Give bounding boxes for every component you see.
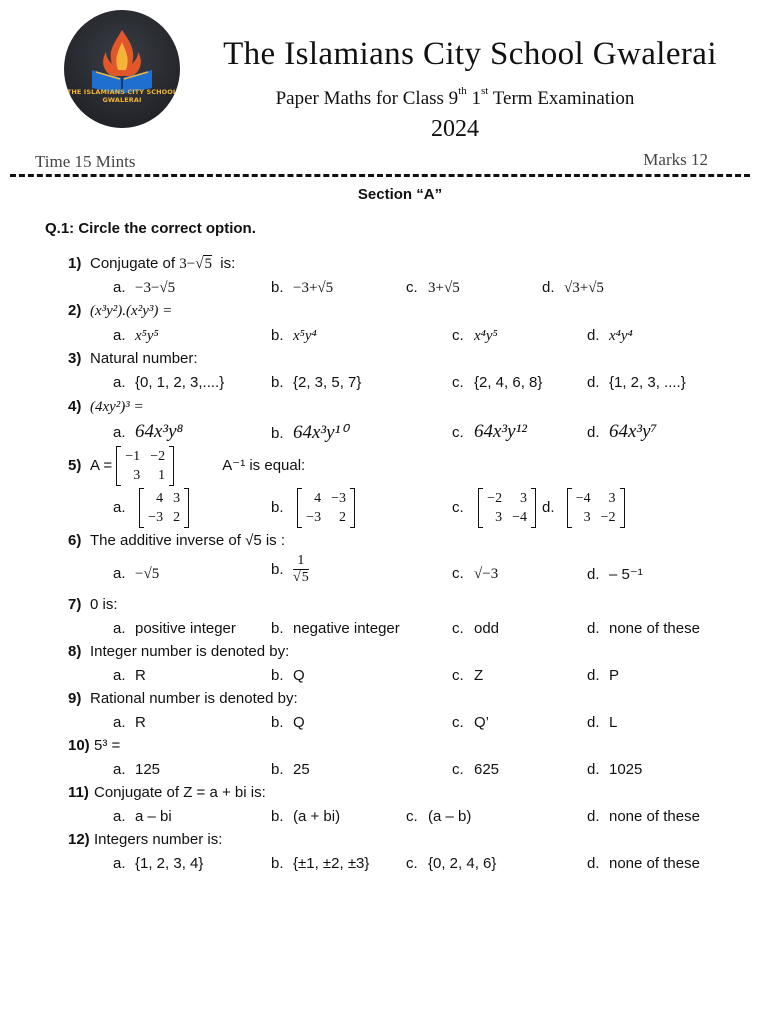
option-d[interactable] <box>587 855 700 872</box>
option-letter: c. <box>452 327 464 344</box>
matrix-cell: 3 <box>495 510 503 525</box>
option-d[interactable] <box>587 714 617 731</box>
option-matrix <box>567 488 625 528</box>
option-letter: c. <box>406 808 418 825</box>
question-text: The additive inverse of √5 is : <box>90 532 285 549</box>
option-c[interactable] <box>452 374 542 391</box>
option-text: R <box>135 667 146 684</box>
subtitle-sup: st <box>481 85 489 97</box>
option-text: positive integer <box>135 620 236 637</box>
option-text: {0, 2, 4, 6} <box>428 855 497 872</box>
question-number: 3) <box>68 350 82 367</box>
option-d[interactable] <box>587 565 643 583</box>
option-text: x⁴y⁵ <box>474 328 498 344</box>
option-letter: c. <box>406 855 418 872</box>
option-b[interactable] <box>271 488 355 528</box>
option-d[interactable] <box>587 808 700 825</box>
option-text: x⁴y⁴ <box>609 328 633 344</box>
option-letter: a. <box>113 855 126 872</box>
option-matrix <box>478 488 536 528</box>
matrix-a <box>116 446 174 486</box>
option-d[interactable] <box>587 374 686 391</box>
question-12 <box>68 831 222 848</box>
option-letter: d. <box>587 855 600 872</box>
subtitle-sup: th <box>458 85 467 97</box>
question-text: Natural number: <box>90 350 198 367</box>
section-title: Section “A” <box>357 186 443 203</box>
matrix-cell: 2 <box>338 510 346 525</box>
option-letter: b. <box>271 498 284 516</box>
option-letter: d. <box>587 714 600 731</box>
matrix-cell: 1 <box>158 468 166 483</box>
option-b[interactable] <box>271 279 333 297</box>
matrix-cell: 3 <box>583 510 591 525</box>
option-c[interactable] <box>452 667 483 684</box>
question-7 <box>68 596 118 613</box>
question-number: 7) <box>68 596 82 613</box>
option-text: – 5⁻¹ <box>609 566 643 583</box>
matrix-cell: −4 <box>512 510 527 525</box>
logo-text <box>64 88 180 104</box>
question-2 <box>68 302 172 320</box>
option-text: {1, 2, 3, 4} <box>135 855 204 872</box>
matrix-cell: −3 <box>148 510 164 525</box>
option-letter: d. <box>587 424 600 441</box>
matrix-cell: −3 <box>331 491 346 506</box>
option-c[interactable] <box>452 761 499 778</box>
option-letter: a. <box>113 424 126 441</box>
subtitle-text: Paper Maths for Class 9 <box>275 88 459 109</box>
divider <box>10 174 750 177</box>
option-c[interactable] <box>452 488 536 528</box>
exam-year: 2024 <box>431 116 479 142</box>
option-letter: b. <box>271 327 284 344</box>
matrix-cell: −2 <box>487 491 503 506</box>
option-text: 1025 <box>609 761 643 778</box>
option-a[interactable] <box>113 761 160 778</box>
option-letter: d. <box>587 808 600 825</box>
question-text: Integers number is: <box>94 831 223 848</box>
option-letter: c. <box>452 667 464 684</box>
option-text: negative integer <box>293 620 400 637</box>
option-a[interactable] <box>113 565 159 583</box>
question-number: 8) <box>68 643 82 660</box>
option-matrix <box>297 488 355 528</box>
option-text: 625 <box>474 761 500 778</box>
option-text: {2, 4, 6, 8} <box>474 374 543 391</box>
option-text: x⁵y⁵ <box>135 328 159 344</box>
flame-book-icon <box>64 10 180 128</box>
option-b[interactable] <box>271 374 361 391</box>
total-marks: Marks 12 <box>643 150 708 169</box>
option-letter: b. <box>271 808 284 825</box>
question-1 <box>68 255 235 273</box>
school-logo <box>64 10 180 128</box>
option-text: √3+√5 <box>564 280 604 296</box>
matrix-cell: −1 <box>125 449 141 464</box>
logo-line1: THE ISLAMIANS CITY SCHOOL <box>66 88 178 96</box>
option-letter: d. <box>587 620 600 637</box>
question-number: 11) <box>68 784 89 801</box>
option-fraction: $\frac{1}{√5}$ <box>293 553 309 585</box>
option-b[interactable] <box>271 714 305 731</box>
option-c[interactable] <box>452 620 499 637</box>
question-number: 2) <box>68 302 82 319</box>
option-letter: b. <box>271 761 284 778</box>
matrix-cell: 4 <box>156 491 164 506</box>
option-letter: c. <box>452 374 464 391</box>
option-letter: b. <box>271 667 284 684</box>
option-letter: b. <box>271 561 284 578</box>
option-text: {0, 1, 2, 3,....} <box>135 374 225 391</box>
option-c[interactable] <box>452 714 489 731</box>
option-text: a – bi <box>135 808 172 825</box>
option-letter: c. <box>452 565 464 582</box>
option-a[interactable] <box>113 327 159 345</box>
time-allowed: Time 15 Mints <box>35 152 136 171</box>
option-letter: d. <box>542 498 555 516</box>
option-b[interactable] <box>271 667 305 684</box>
option-d[interactable] <box>587 761 642 778</box>
option-text: {2, 3, 5, 7} <box>293 374 362 391</box>
matrix-cell: −2 <box>600 510 616 525</box>
option-b[interactable] <box>271 761 310 778</box>
option-text: 25 <box>293 761 310 778</box>
option-text: √−3 <box>474 566 499 582</box>
matrix-cell: 3 <box>133 468 141 483</box>
option-text: none of these <box>609 620 700 637</box>
matrix-cell: −4 <box>575 491 591 506</box>
option-a[interactable] <box>113 714 146 731</box>
school-name: The Islamians City School Gwalerai <box>223 36 717 72</box>
option-d[interactable] <box>587 327 633 345</box>
option-text: (a + bi) <box>293 808 341 825</box>
option-text: 64x³y¹⁰ <box>293 422 348 443</box>
logo-line2: GWALERAI <box>102 96 142 104</box>
option-a[interactable] <box>113 279 175 297</box>
option-letter: d. <box>587 327 600 344</box>
option-a[interactable] <box>113 855 203 872</box>
option-text: 64x³y⁷ <box>609 421 658 442</box>
option-letter: c. <box>452 714 464 731</box>
option-a[interactable] <box>113 808 172 825</box>
option-c[interactable] <box>452 565 498 583</box>
option-text: Z <box>474 667 484 684</box>
option-letter: b. <box>271 855 284 872</box>
option-letter: a. <box>113 327 126 344</box>
option-d[interactable] <box>542 279 604 297</box>
option-text: −3−√5 <box>135 280 176 296</box>
option-text: Q <box>293 714 305 731</box>
option-text: P <box>609 667 620 684</box>
option-d[interactable] <box>587 421 657 443</box>
option-letter: b. <box>271 279 284 296</box>
subtitle-text: 1 <box>466 88 481 109</box>
question-number: 6) <box>68 532 82 549</box>
option-letter: a. <box>113 374 126 391</box>
option-d[interactable] <box>587 667 619 684</box>
option-letter: c. <box>452 424 464 441</box>
option-c[interactable] <box>452 327 498 345</box>
option-letter: a. <box>113 498 126 516</box>
subtitle-text: Term Examination <box>488 88 635 109</box>
option-letter: b. <box>271 620 284 637</box>
option-text: 125 <box>135 761 161 778</box>
question-10 <box>68 737 120 754</box>
option-c[interactable] <box>406 808 471 825</box>
option-a[interactable] <box>113 620 236 637</box>
option-text: 3+√5 <box>428 280 460 296</box>
instruction: Q.1: Circle the correct option. <box>45 220 256 237</box>
option-text: {±1, ±2, ±3} <box>293 855 370 872</box>
option-text: −√5 <box>135 566 160 582</box>
option-d[interactable] <box>542 488 625 528</box>
question-number: 1) <box>68 255 82 272</box>
option-letter: a. <box>113 761 126 778</box>
question-text: 0 is: <box>90 596 118 613</box>
option-letter: c. <box>406 279 418 296</box>
question-text: (4xy²)³ = <box>90 399 144 415</box>
paper-subtitle <box>200 85 710 110</box>
option-letter: d. <box>542 279 555 296</box>
question-11 <box>68 784 266 801</box>
question-text: Rational number is denoted by: <box>90 690 298 707</box>
option-text: none of these <box>609 855 700 872</box>
question-number: 12) <box>68 831 90 848</box>
matrix-cell: 3 <box>519 491 527 506</box>
option-a[interactable] <box>113 374 224 391</box>
question-text: Integer number is denoted by: <box>90 643 290 660</box>
matrix-cell: 3 <box>173 491 181 506</box>
option-letter: a. <box>113 808 126 825</box>
option-text: Q <box>293 667 305 684</box>
question-number: 9) <box>68 690 82 707</box>
option-text: {1, 2, 3, ....} <box>609 374 686 391</box>
question-text: A = <box>90 456 113 474</box>
option-a[interactable] <box>113 667 146 684</box>
option-letter: a. <box>113 620 126 637</box>
question-text: Conjugate of 3−√5 is: <box>90 255 236 272</box>
question-6 <box>68 532 285 549</box>
option-text: 64x³y¹² <box>474 421 527 442</box>
option-letter: d. <box>587 374 600 391</box>
option-b[interactable] <box>271 808 340 825</box>
option-letter: d. <box>587 566 600 583</box>
option-a[interactable] <box>113 421 183 443</box>
option-letter: c. <box>452 498 464 516</box>
option-letter: a. <box>113 714 126 731</box>
question-text: 5³ = <box>94 737 121 754</box>
matrix-cell: 3 <box>608 491 616 506</box>
question-text: (x³y²).(x²y³) = <box>90 303 173 319</box>
option-letter: b. <box>271 425 284 442</box>
option-letter: c. <box>452 620 464 637</box>
question-3 <box>68 350 198 367</box>
option-a[interactable] <box>113 488 189 528</box>
option-text: none of these <box>609 808 700 825</box>
option-matrix <box>139 488 189 528</box>
option-c[interactable] <box>406 855 496 872</box>
option-text: odd <box>474 620 500 637</box>
matrix-cell: −3 <box>306 510 322 525</box>
matrix-cell: 2 <box>173 510 181 525</box>
option-b[interactable] <box>271 855 369 872</box>
option-letter: d. <box>587 667 600 684</box>
option-c[interactable] <box>406 279 460 297</box>
option-letter: a. <box>113 667 126 684</box>
option-letter: c. <box>452 761 464 778</box>
option-text: Q’ <box>474 714 489 731</box>
question-8 <box>68 643 289 660</box>
option-b[interactable] <box>271 553 309 586</box>
option-text: 64x³y⁸ <box>135 421 184 442</box>
option-letter: d. <box>587 761 600 778</box>
option-letter: b. <box>271 374 284 391</box>
option-text: L <box>609 714 618 731</box>
option-letter: a. <box>113 565 126 582</box>
option-text: −3+√5 <box>293 280 334 296</box>
option-letter: a. <box>113 279 126 296</box>
option-text: x⁵y⁴ <box>293 328 317 344</box>
matrix-cell: 4 <box>314 491 322 506</box>
option-text: (a – b) <box>428 808 472 825</box>
option-d[interactable] <box>587 620 700 637</box>
question-number: 4) <box>68 398 82 415</box>
option-text: R <box>135 714 146 731</box>
option-b[interactable] <box>271 327 317 345</box>
question-number: 10) <box>68 737 90 754</box>
question-text-after: A⁻¹ is equal: <box>222 456 306 474</box>
option-letter: b. <box>271 714 284 731</box>
matrix-cell: −2 <box>150 449 166 464</box>
question-5 <box>68 446 305 486</box>
option-c[interactable] <box>452 421 527 443</box>
question-number: 5) <box>68 456 82 474</box>
option-b[interactable] <box>271 620 400 637</box>
question-9 <box>68 690 298 707</box>
option-b[interactable] <box>271 421 348 444</box>
question-4 <box>68 398 144 416</box>
question-text: Conjugate of Z = a + bi is: <box>94 784 266 801</box>
